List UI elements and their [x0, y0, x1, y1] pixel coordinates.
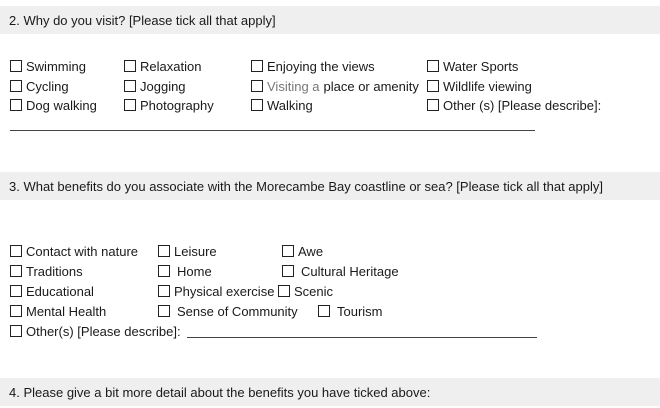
checkbox-box[interactable]	[10, 325, 22, 337]
checkbox-box[interactable]	[427, 99, 439, 111]
checkbox-awe[interactable]	[282, 243, 323, 259]
option-label: Walking	[267, 97, 313, 113]
checkbox-sense-of-community[interactable]	[158, 303, 298, 319]
option-label-part: Visiting a	[267, 78, 320, 94]
checkbox-swimming[interactable]	[10, 58, 86, 74]
option-label: Cultural Heritage	[301, 263, 399, 279]
checkbox-walking[interactable]	[251, 97, 313, 113]
checkbox-other-visit[interactable]	[427, 97, 601, 113]
checkbox-cultural-heritage[interactable]	[282, 263, 399, 279]
other-benefits-describe-line[interactable]	[187, 337, 537, 338]
checkbox-box[interactable]	[158, 285, 170, 297]
option-label: Physical exercise	[174, 283, 275, 299]
option-label: Other(s) [Please describe]:	[26, 323, 181, 339]
other-describe-line[interactable]	[10, 130, 535, 131]
checkbox-box[interactable]	[10, 80, 22, 92]
checkbox-other-benefits[interactable]	[10, 323, 181, 339]
question-3-text: 3. What benefits do you associate with the Morecambe Bay coastline or sea? [Please tick all that apply]	[9, 178, 603, 194]
checkbox-box[interactable]	[282, 265, 294, 277]
checkbox-visiting-place-or-amenity[interactable]	[251, 78, 419, 94]
checkbox-traditions[interactable]	[10, 263, 83, 279]
checkbox-box[interactable]	[251, 99, 263, 111]
question-2-text: 2. Why do you visit? [Please tick all that apply]	[9, 12, 276, 28]
checkbox-tourism[interactable]	[318, 303, 383, 319]
checkbox-box[interactable]	[427, 60, 439, 72]
checkbox-box[interactable]	[10, 265, 22, 277]
question-2-heading	[0, 6, 660, 34]
checkbox-water-sports[interactable]	[427, 58, 518, 74]
checkbox-home[interactable]	[158, 263, 212, 279]
checkbox-box[interactable]	[10, 245, 22, 257]
checkbox-box[interactable]	[158, 305, 170, 317]
checkbox-box[interactable]	[158, 265, 170, 277]
checkbox-box[interactable]	[10, 99, 22, 111]
option-label: Other (s) [Please describe]:	[443, 97, 602, 113]
option-label: Scenic	[294, 283, 334, 299]
checkbox-educational[interactable]	[10, 283, 94, 299]
checkbox-scenic[interactable]	[278, 283, 333, 299]
option-label: Awe	[298, 243, 324, 259]
checkbox-box[interactable]	[10, 285, 22, 297]
option-label: Traditions	[26, 263, 83, 279]
checkbox-physical-exercise[interactable]	[158, 283, 274, 299]
option-label: Photography	[140, 97, 214, 113]
option-label: Enjoying the views	[267, 58, 375, 74]
option-label: Jogging	[140, 78, 186, 94]
question-3-heading	[0, 172, 660, 200]
option-label: Sense of Community	[177, 303, 298, 319]
checkbox-box[interactable]	[10, 60, 22, 72]
checkbox-box[interactable]	[124, 60, 136, 72]
option-label: Dog walking	[26, 97, 97, 113]
checkbox-box[interactable]	[251, 80, 263, 92]
checkbox-box[interactable]	[10, 305, 22, 317]
checkbox-contact-with-nature[interactable]	[10, 243, 138, 259]
option-label: Wildlife viewing	[443, 78, 532, 94]
question-4-heading	[0, 378, 660, 406]
checkbox-jogging[interactable]	[124, 78, 186, 94]
checkbox-box[interactable]	[251, 60, 263, 72]
option-label: Leisure	[174, 243, 217, 259]
checkbox-box[interactable]	[278, 285, 290, 297]
option-label: Contact with nature	[26, 243, 139, 259]
checkbox-cycling[interactable]	[10, 78, 69, 94]
checkbox-photography[interactable]	[124, 97, 214, 113]
checkbox-enjoying-the-views[interactable]	[251, 58, 375, 74]
option-label: Home	[177, 263, 212, 279]
option-label: Tourism	[337, 303, 383, 319]
checkbox-box[interactable]	[124, 80, 136, 92]
option-label: Relaxation	[140, 58, 202, 74]
option-label: Water Sports	[443, 58, 519, 74]
checkbox-box[interactable]	[318, 305, 330, 317]
checkbox-box[interactable]	[124, 99, 136, 111]
checkbox-leisure[interactable]	[158, 243, 217, 259]
option-label: Swimming	[26, 58, 86, 74]
option-label: Cycling	[26, 78, 69, 94]
checkbox-box[interactable]	[158, 245, 170, 257]
checkbox-wildlife-viewing[interactable]	[427, 78, 532, 94]
option-label-part: place or amenity	[323, 78, 419, 94]
checkbox-mental-health[interactable]	[10, 303, 106, 319]
question-4-text: 4. Please give a bit more detail about the benefits you have ticked above:	[9, 384, 431, 400]
option-label: Educational	[26, 283, 94, 299]
checkbox-dog-walking[interactable]	[10, 97, 97, 113]
checkbox-relaxation[interactable]	[124, 58, 201, 74]
checkbox-box[interactable]	[282, 245, 294, 257]
checkbox-box[interactable]	[427, 80, 439, 92]
option-label: Mental Health	[26, 303, 107, 319]
